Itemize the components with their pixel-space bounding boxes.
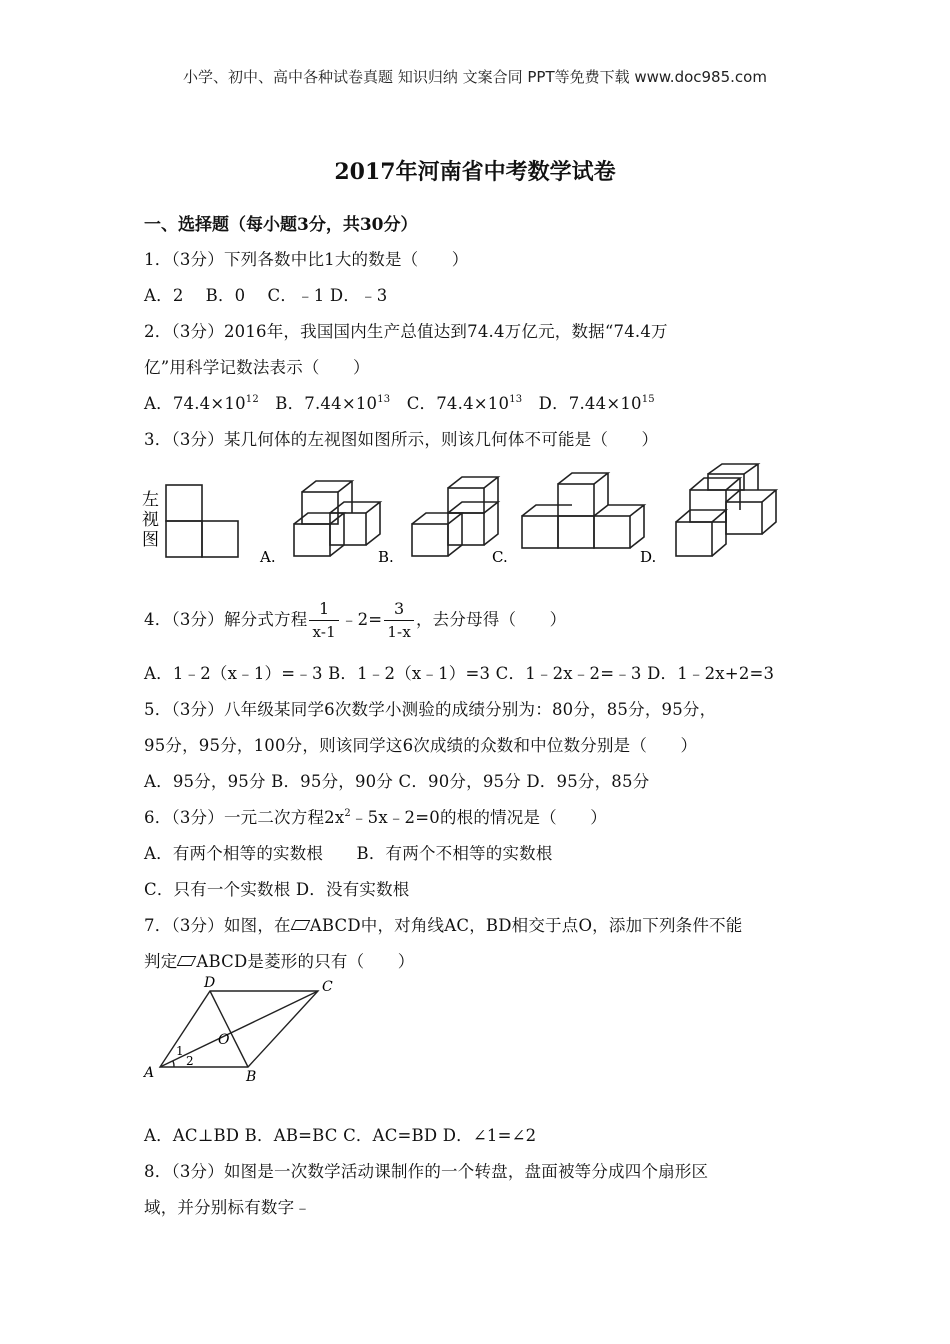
- left-view-label-char: 图: [142, 530, 159, 550]
- angle-label-2: 2: [186, 1054, 194, 1068]
- vertex-label-c: C: [322, 979, 333, 995]
- option-c-solid-figure: [522, 473, 644, 548]
- question-6: 6．（3分）一元二次方程$2x^2﹣5x﹣2=0$的根的情况是（ ）: [144, 808, 607, 827]
- question-2-continued: 亿”用科学记数法表示（ ）: [144, 358, 370, 377]
- center-label-o: O: [218, 1032, 230, 1048]
- angle-label-1: 1: [176, 1044, 184, 1058]
- left-view-figure: [142, 485, 238, 557]
- left-view-label-char: 左: [142, 490, 159, 510]
- question-4-options: A．1﹣2（x﹣1）=﹣3 B．1﹣2（x﹣1）=3 C．1﹣2x﹣2=﹣3 D．1﹣2x+2=3: [144, 664, 775, 683]
- angle-arc: [173, 1061, 174, 1067]
- question-5: 5．（3分）八年级某同学6次数学小测验的成绩分别为：80分，85分，95分，: [144, 700, 717, 719]
- parallelogram-figure: [140, 975, 340, 1085]
- option-b-label: B.: [378, 548, 394, 566]
- question-6-options-2: C．只有一个实数根 D．没有实数根: [144, 880, 410, 899]
- option-c: C．$74.4\times 10^{13}$: [406, 394, 523, 413]
- question-3-figure: [140, 460, 820, 580]
- question-2: 2．（3分）2016年，我国国内生产总值达到74.4万亿元，数据“74.4万: [144, 322, 668, 341]
- fraction-1: $\frac{1}{x-1}$: [309, 598, 338, 643]
- vertex-label-b: B: [246, 1069, 257, 1085]
- page-title: 2017年河南省中考数学试卷: [334, 159, 616, 185]
- option-a: A．$74.4\times 10^{12}$: [144, 394, 259, 413]
- question-5-options: A．95分，95分 B．95分，90分 C．90分，95分 D．95分，85分: [144, 772, 650, 791]
- question-1-options: A．2 B．0 C．﹣1 D．﹣3: [144, 286, 388, 305]
- question-8: 8．（3分）如图是一次数学活动课制作的一个转盘，盘面被等分成四个扇形区: [144, 1162, 709, 1181]
- option-a-label: A.: [260, 548, 276, 566]
- diagonal-bd: [210, 991, 248, 1067]
- question-5-continued: 95分，95分，100分，则该同学这6次成绩的众数和中位数分别是（ ）: [144, 736, 698, 755]
- option-b: B．$7.44\times 10^{13}$: [275, 394, 391, 413]
- page-header-banner: 小学、初中、高中各种试卷真题 知识归纳 文案合同 PPT等免费下载 www.doc985.com: [183, 68, 767, 86]
- option-d: D．$7.44\times 10^{15}$: [538, 394, 655, 413]
- question-6-options-1: A．有两个相等的实数根 B．有两个不相等的实数根: [144, 844, 553, 863]
- question-3: 3．（3分）某几何体的左视图如图所示，则该几何体不可能是（ ）: [144, 430, 659, 449]
- question-2-options: [144, 390, 655, 414]
- vertex-label-a: A: [144, 1065, 155, 1081]
- diagonal-ac: [160, 991, 318, 1067]
- option-d-solid-figure: [676, 464, 776, 556]
- parallelogram-symbol: [290, 920, 310, 930]
- left-view-label-char: 视: [142, 510, 159, 530]
- question-7-options: A．AC⊥BD B．AB=BC C．AC=BD D．∠1=∠2: [144, 1126, 537, 1145]
- question-1: 1．（3分）下列各数中比1大的数是（ ）: [144, 250, 469, 269]
- question-4: 4．（3分）解分式方程 $\frac{1}{x-1}$ ﹣2= $\frac{3}{1-x}$ ，去分母得（ ）: [144, 599, 567, 641]
- parallelogram-symbol: [177, 956, 197, 966]
- fraction-2: $\frac{3}{1-x}$: [384, 598, 414, 643]
- option-c-label: C.: [492, 548, 508, 566]
- question-7-continued: 判定 ABCD是菱形的只有（ ）: [144, 952, 415, 971]
- option-d-label: D.: [640, 548, 657, 566]
- option-b-solid-figure: [412, 477, 498, 556]
- section-heading: 一、选择题（每小题3分，共30分）: [144, 215, 418, 235]
- vertex-label-d: D: [204, 975, 216, 991]
- question-7: 7．（3分）如图，在 ABCD中，对角线AC，BD相交于点O，添加下列条件不能: [144, 916, 743, 935]
- option-a-solid-figure: [294, 481, 380, 556]
- question-8-continued: 域，并分别标有数字﹣: [144, 1198, 311, 1217]
